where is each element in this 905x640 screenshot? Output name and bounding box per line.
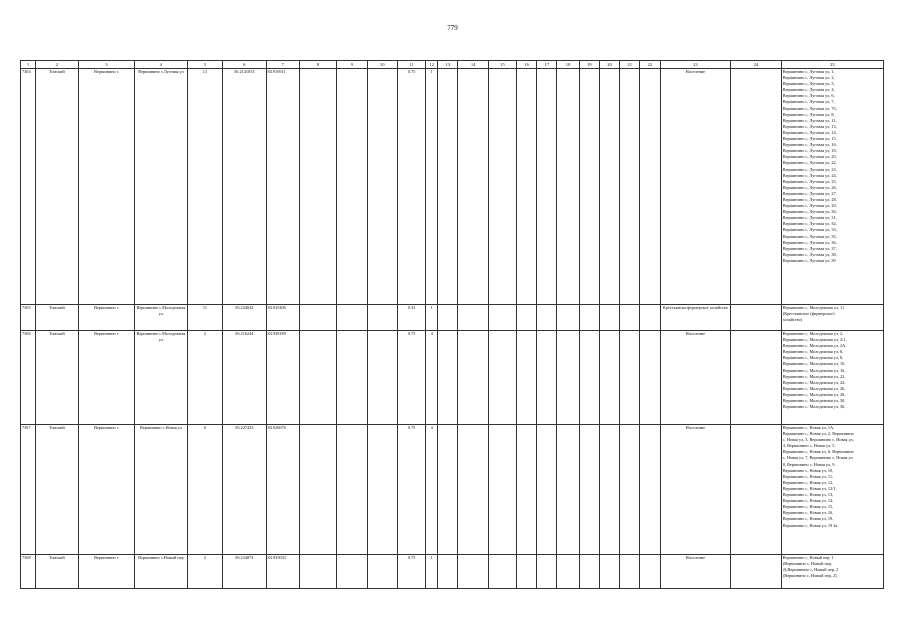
- cell-col-17: [537, 555, 557, 589]
- address-line: Вершинино с, Луговая ул, 15,: [782, 136, 837, 142]
- column-header: 8: [299, 61, 336, 69]
- address-line: Вершинино с, Молодежная ул, 8,: [782, 355, 844, 361]
- table-row: [21, 305, 884, 331]
- address-line: Вершинино с, Новая ул, 6, Вершинино: [782, 449, 854, 455]
- cell-col-8: [299, 425, 336, 555]
- address-line: Вершинино с, Молодежная ул, 2А,: [782, 343, 847, 349]
- address-line: (Вершинино с, Новый пер,: [782, 561, 832, 567]
- cell-col-19: [579, 69, 599, 305]
- cell-col-17: [537, 331, 557, 425]
- address-line: Вершинино с, Луговая ул, 23,: [782, 166, 837, 172]
- cell-col-7: 84.935406: [266, 305, 299, 331]
- cell-col-4: Вершинино с.Молодежная ул: [135, 305, 188, 331]
- cell-col-21: [620, 331, 640, 425]
- address-line: с, Новая ул, 7, Вершинино с, Новая ул,: [782, 455, 854, 461]
- address-line: Вершинино с, Луговая ул, 20,: [782, 154, 837, 160]
- cell-col-21: [620, 425, 640, 555]
- address-line: Вершинино с, Луговая ул, 3,: [782, 81, 835, 87]
- address-line: Вершинино с, Луговая ул, 28,: [782, 196, 837, 202]
- cell-col-12: 4: [426, 425, 438, 555]
- table-row: [21, 331, 884, 425]
- column-header: 15: [488, 61, 516, 69]
- column-header: 4: [135, 61, 188, 69]
- column-header: 3: [78, 61, 135, 69]
- cell-col-5: 6: [187, 425, 222, 555]
- address-line: (Вершинино с, Новый пер, 2): [782, 573, 837, 579]
- cell-col-22: [640, 425, 660, 555]
- cell-col-3: Вершинино с: [78, 425, 135, 555]
- address-line: Вершинино с, Молодежная ул, 6,: [782, 349, 844, 355]
- address-line: Вершинино с, Молодежная ул, 36,: [782, 404, 846, 410]
- cell-col-1: 7306: [21, 331, 36, 425]
- address-line: Вершинино с, Луговая ул, 4,: [782, 87, 835, 93]
- cell-col-13: [438, 425, 458, 555]
- address-line: Вершинино с, Молодежная ул, 24,: [782, 379, 846, 385]
- cell-col-19: [579, 305, 599, 331]
- address-line: Вершинино с, Новая ул, 1А,: [782, 425, 835, 430]
- address-line: Вершинино с, Луговая ул, 30,: [782, 209, 837, 215]
- cell-col-22: [640, 69, 660, 305]
- column-header: 16: [517, 61, 537, 69]
- address-line: Вершинино с, Новая ул, 10,: [782, 467, 834, 473]
- cell-col-14: [458, 425, 488, 555]
- column-header: 25: [781, 61, 883, 69]
- cell-col-7: 84.935033: [266, 555, 299, 589]
- cell-col-13: [438, 331, 458, 425]
- address-line: Вершинино с, Луговая ул, 26,: [782, 184, 837, 190]
- cell-col-7: 84.926676: [266, 425, 299, 555]
- cell-col-21: [620, 305, 640, 331]
- address-line: Вершинино с, Молодежная ул, 28,: [782, 391, 846, 397]
- cell-col-1: 7305: [21, 305, 36, 331]
- address-line: Вершинино с, Молодежная ул, 2,: [782, 331, 844, 336]
- cell-col-18: [557, 425, 579, 555]
- cell-col-25: [781, 69, 883, 305]
- page-number: 779: [447, 24, 458, 32]
- cell-col-10: [367, 425, 397, 555]
- cell-col-22: [640, 555, 660, 589]
- cell-col-6: 56.216244: [223, 331, 266, 425]
- cell-col-5: 13: [187, 69, 222, 305]
- address-line: Вершинино с, Луговая ул, 37,: [782, 245, 837, 251]
- cell-col-6: 56.2141053: [223, 69, 266, 305]
- address-line: Вершинино с, Новая ул, 11,: [782, 473, 834, 479]
- cell-col-11: 0.75: [397, 555, 425, 589]
- cell-col-21: [620, 555, 640, 589]
- address-line: Вершинино с, Луговая ул, 32,: [782, 221, 837, 227]
- cell-col-22: [640, 305, 660, 331]
- cell-col-24: [731, 305, 782, 331]
- table-row: [21, 555, 884, 589]
- address-line: Вершинино с, Луговая ул, 1,: [782, 69, 835, 74]
- address-line: Вершинино с, Новая ул, 15,: [782, 504, 834, 510]
- cell-col-1: 7304: [21, 69, 36, 305]
- address-line: Вершинино с, Молодежная ул, 26,: [782, 385, 846, 391]
- cell-col-16: [517, 331, 537, 425]
- cell-col-24: [731, 555, 782, 589]
- cell-col-9: [337, 425, 367, 555]
- address-line: Вершинино с, Новая ул, 12/1,: [782, 485, 837, 491]
- column-header: 17: [537, 61, 557, 69]
- address-line: Вершинино с, Молодежная ул, 16,: [782, 367, 846, 373]
- cell-col-1: 7307: [21, 425, 36, 555]
- address-line: Вершинино с, Луговая ул, 25,: [782, 178, 837, 184]
- cell-col-4: Вершинино с.Новая ул: [135, 425, 188, 555]
- address-line: Вершинино с, Новая ул, 19,: [782, 516, 834, 522]
- address-line: Вершинино с, Молодежная ул, 30,: [782, 398, 846, 404]
- cell-col-5: 2: [187, 555, 222, 589]
- address-line: Вершинино с, Луговая ул, 18,: [782, 148, 837, 154]
- address-line: Вершинино с, Луговая ул, 36,: [782, 239, 837, 245]
- cell-col-15: [488, 331, 516, 425]
- cell-col-13: [438, 305, 458, 331]
- address-line: Вершинино с, Молодежная ул, 10,: [782, 361, 846, 367]
- address-line: Вершинино с, Луговая ул, 35,: [782, 233, 837, 239]
- address-line: Вершинино с, Луговая ул, 22,: [782, 160, 837, 166]
- address-line: Вершинино с, Луговая ул, 13,: [782, 123, 837, 129]
- address-line: Вершинино с, Луговая ул, 31,: [782, 215, 837, 221]
- cell-col-23: Население: [660, 69, 731, 305]
- cell-col-19: [579, 555, 599, 589]
- cell-col-3: Вершинино с: [78, 305, 135, 331]
- cell-col-21: [620, 69, 640, 305]
- cell-col-10: [367, 69, 397, 305]
- cell-col-4: Вершинино с.Луговая ул: [135, 69, 188, 305]
- address-line: 8, Вершинино с, Новая ул, 9,: [782, 461, 836, 467]
- cell-col-14: [458, 331, 488, 425]
- column-header: 2: [36, 61, 78, 69]
- address-line: Вершинино с, Луговая ул, 7б,: [782, 105, 837, 111]
- cell-col-24: [731, 69, 782, 305]
- address-line: Вершинино с, Новая ул, 14,: [782, 498, 834, 504]
- cell-col-22: [640, 331, 660, 425]
- registry-table: [20, 60, 884, 589]
- cell-col-19: [579, 331, 599, 425]
- cell-col-7: 84.916911: [266, 69, 299, 305]
- cell-col-18: [557, 69, 579, 305]
- address-line: Вершинино с, Луговая ул, 38,: [782, 251, 837, 257]
- cell-col-20: [599, 425, 619, 555]
- cell-col-4: Вершинино с.Молодежная ул: [135, 331, 188, 425]
- column-header: 12: [426, 61, 438, 69]
- cell-col-12: 4: [426, 331, 438, 425]
- cell-col-20: [599, 555, 619, 589]
- cell-col-17: [537, 305, 557, 331]
- cell-col-15: [488, 69, 516, 305]
- address-line: Вершинино с, Луговая ул, 16,: [782, 142, 837, 148]
- cell-col-12: 1: [426, 305, 438, 331]
- address-line: Вершинино с, Луговая ул, 27,: [782, 190, 837, 196]
- cell-col-10: [367, 331, 397, 425]
- cell-col-15: [488, 305, 516, 331]
- cell-col-18: [557, 305, 579, 331]
- address-line: Вершинино с, Луговая ул, 7,: [782, 99, 835, 105]
- cell-col-2: Томский: [36, 555, 78, 589]
- cell-col-12: 1: [426, 555, 438, 589]
- address-line: Вершинино с, Новая ул, 16,: [782, 510, 834, 516]
- column-header: 10: [367, 61, 397, 69]
- address-line: Вершинино с, Новый пер, 1: [782, 555, 834, 560]
- table-row: [21, 69, 884, 305]
- cell-col-5: 11: [187, 305, 222, 331]
- cell-col-18: [557, 331, 579, 425]
- address-line: Вершинино с, Молодежная ул, 22,: [782, 373, 846, 379]
- cell-col-14: [458, 305, 488, 331]
- address-line: с, Новая ул, 3, Вершинино с, Новая ул,: [782, 437, 854, 443]
- cell-col-17: [537, 69, 557, 305]
- cell-col-25: [781, 425, 883, 555]
- cell-col-14: [458, 555, 488, 589]
- address-line: Вершинино с, Луговая ул, 14,: [782, 129, 837, 135]
- column-header: 1: [21, 61, 36, 69]
- cell-col-9: [337, 555, 367, 589]
- cell-col-4: Вершинино с.Новый пер: [135, 555, 188, 589]
- cell-col-20: [599, 69, 619, 305]
- cell-col-1: 7308: [21, 555, 36, 589]
- address-line: хозяйство): [782, 317, 803, 323]
- address-line: Вершинино с, Новая ул, 13,: [782, 492, 834, 498]
- cell-col-25: [781, 331, 883, 425]
- cell-col-3: Вершинино с: [78, 555, 135, 589]
- address-line: (Крестьянское (фермерское): [782, 311, 835, 317]
- column-header: 13: [438, 61, 458, 69]
- cell-col-17: [537, 425, 557, 555]
- header-row: [21, 61, 884, 69]
- cell-col-23: Население: [660, 425, 731, 555]
- address-line: Вершинино с, Луговая ул, 6,: [782, 93, 835, 99]
- cell-col-2: Томский: [36, 331, 78, 425]
- cell-col-16: [517, 69, 537, 305]
- address-line: Вершинино с, Луговая ул, 11,: [782, 117, 837, 123]
- cell-col-16: [517, 555, 537, 589]
- column-header: 23: [660, 61, 731, 69]
- address-line: Вершинино с, Молодежная ул, 2/1,: [782, 337, 847, 343]
- cell-col-15: [488, 555, 516, 589]
- cell-col-13: [438, 555, 458, 589]
- cell-col-6: 56.227433: [223, 425, 266, 555]
- column-header: 24: [731, 61, 782, 69]
- cell-col-20: [599, 305, 619, 331]
- address-line: Вершинино с, Луговая ул, 39: [782, 257, 836, 263]
- cell-col-2: Томский: [36, 425, 78, 555]
- cell-col-6: 56.234874: [223, 555, 266, 589]
- cell-col-18: [557, 555, 579, 589]
- cell-col-12: 1: [426, 69, 438, 305]
- address-line: Вершинино с, Луговая ул, 8,: [782, 111, 835, 117]
- address-line: Вершинино с, Луговая ул, 24,: [782, 172, 837, 178]
- cell-col-23: Крестьянско-фермерское хозяйство: [660, 305, 731, 331]
- address-line: Вершинино с, Молодежная ул, 11: [782, 305, 845, 310]
- cell-col-11: 0.33: [397, 305, 425, 331]
- column-header: 21: [620, 61, 640, 69]
- cell-col-23: Население: [660, 331, 731, 425]
- cell-col-9: [337, 69, 367, 305]
- cell-col-9: [337, 331, 367, 425]
- address-line: Вершинино с, Новая ул, 12,: [782, 479, 834, 485]
- cell-col-16: [517, 425, 537, 555]
- cell-col-10: [367, 555, 397, 589]
- column-header: 18: [557, 61, 579, 69]
- cell-col-15: [488, 425, 516, 555]
- cell-col-24: [731, 425, 782, 555]
- address-line: Вершинино с, Луговая ул, 33,: [782, 227, 837, 233]
- address-line: Вершинино с, Новая ул, 2, Вершинино: [782, 431, 854, 437]
- column-header: 9: [337, 61, 367, 69]
- column-header: 20: [599, 61, 619, 69]
- cell-col-11: 0.75: [397, 425, 425, 555]
- cell-col-5: 2: [187, 331, 222, 425]
- cell-col-23: Население: [660, 555, 731, 589]
- column-header: 6: [223, 61, 266, 69]
- column-header: 19: [579, 61, 599, 69]
- table-row: [21, 425, 884, 555]
- cell-col-11: 0.75: [397, 69, 425, 305]
- address-line: 4, Вершинино с, Новая ул, 5,: [782, 443, 836, 449]
- cell-col-11: 0.75: [397, 331, 425, 425]
- cell-col-6: 56.234042: [223, 305, 266, 331]
- cell-col-8: [299, 69, 336, 305]
- cell-col-3: Вершинино с: [78, 69, 135, 305]
- cell-col-20: [599, 331, 619, 425]
- cell-col-16: [517, 305, 537, 331]
- cell-col-8: [299, 331, 336, 425]
- address-line: Вершинино с, Луговая ул, 29,: [782, 203, 837, 209]
- address-line: Вершинино с, Луговая ул, 2,: [782, 75, 835, 81]
- column-header: 7: [266, 61, 299, 69]
- cell-col-8: [299, 555, 336, 589]
- cell-col-24: [731, 331, 782, 425]
- cell-col-7: 84.938189: [266, 331, 299, 425]
- cell-col-13: [438, 69, 458, 305]
- column-header: 14: [458, 61, 488, 69]
- cell-col-8: [299, 305, 336, 331]
- cell-col-9: [337, 305, 367, 331]
- column-header: 5: [187, 61, 222, 69]
- address-line: Вершинино с, Новая ул, 19 2а: [782, 522, 838, 528]
- cell-col-19: [579, 425, 599, 555]
- cell-col-10: [367, 305, 397, 331]
- column-header: 11: [397, 61, 425, 69]
- cell-col-25: [781, 305, 883, 331]
- cell-col-3: Вершинино с: [78, 331, 135, 425]
- cell-col-25: [781, 555, 883, 589]
- cell-col-2: Томский: [36, 69, 78, 305]
- column-header: 22: [640, 61, 660, 69]
- address-line: 2),Вершинино с, Новый пер, 2: [782, 567, 839, 573]
- cell-col-14: [458, 69, 488, 305]
- cell-col-2: Томский: [36, 305, 78, 331]
